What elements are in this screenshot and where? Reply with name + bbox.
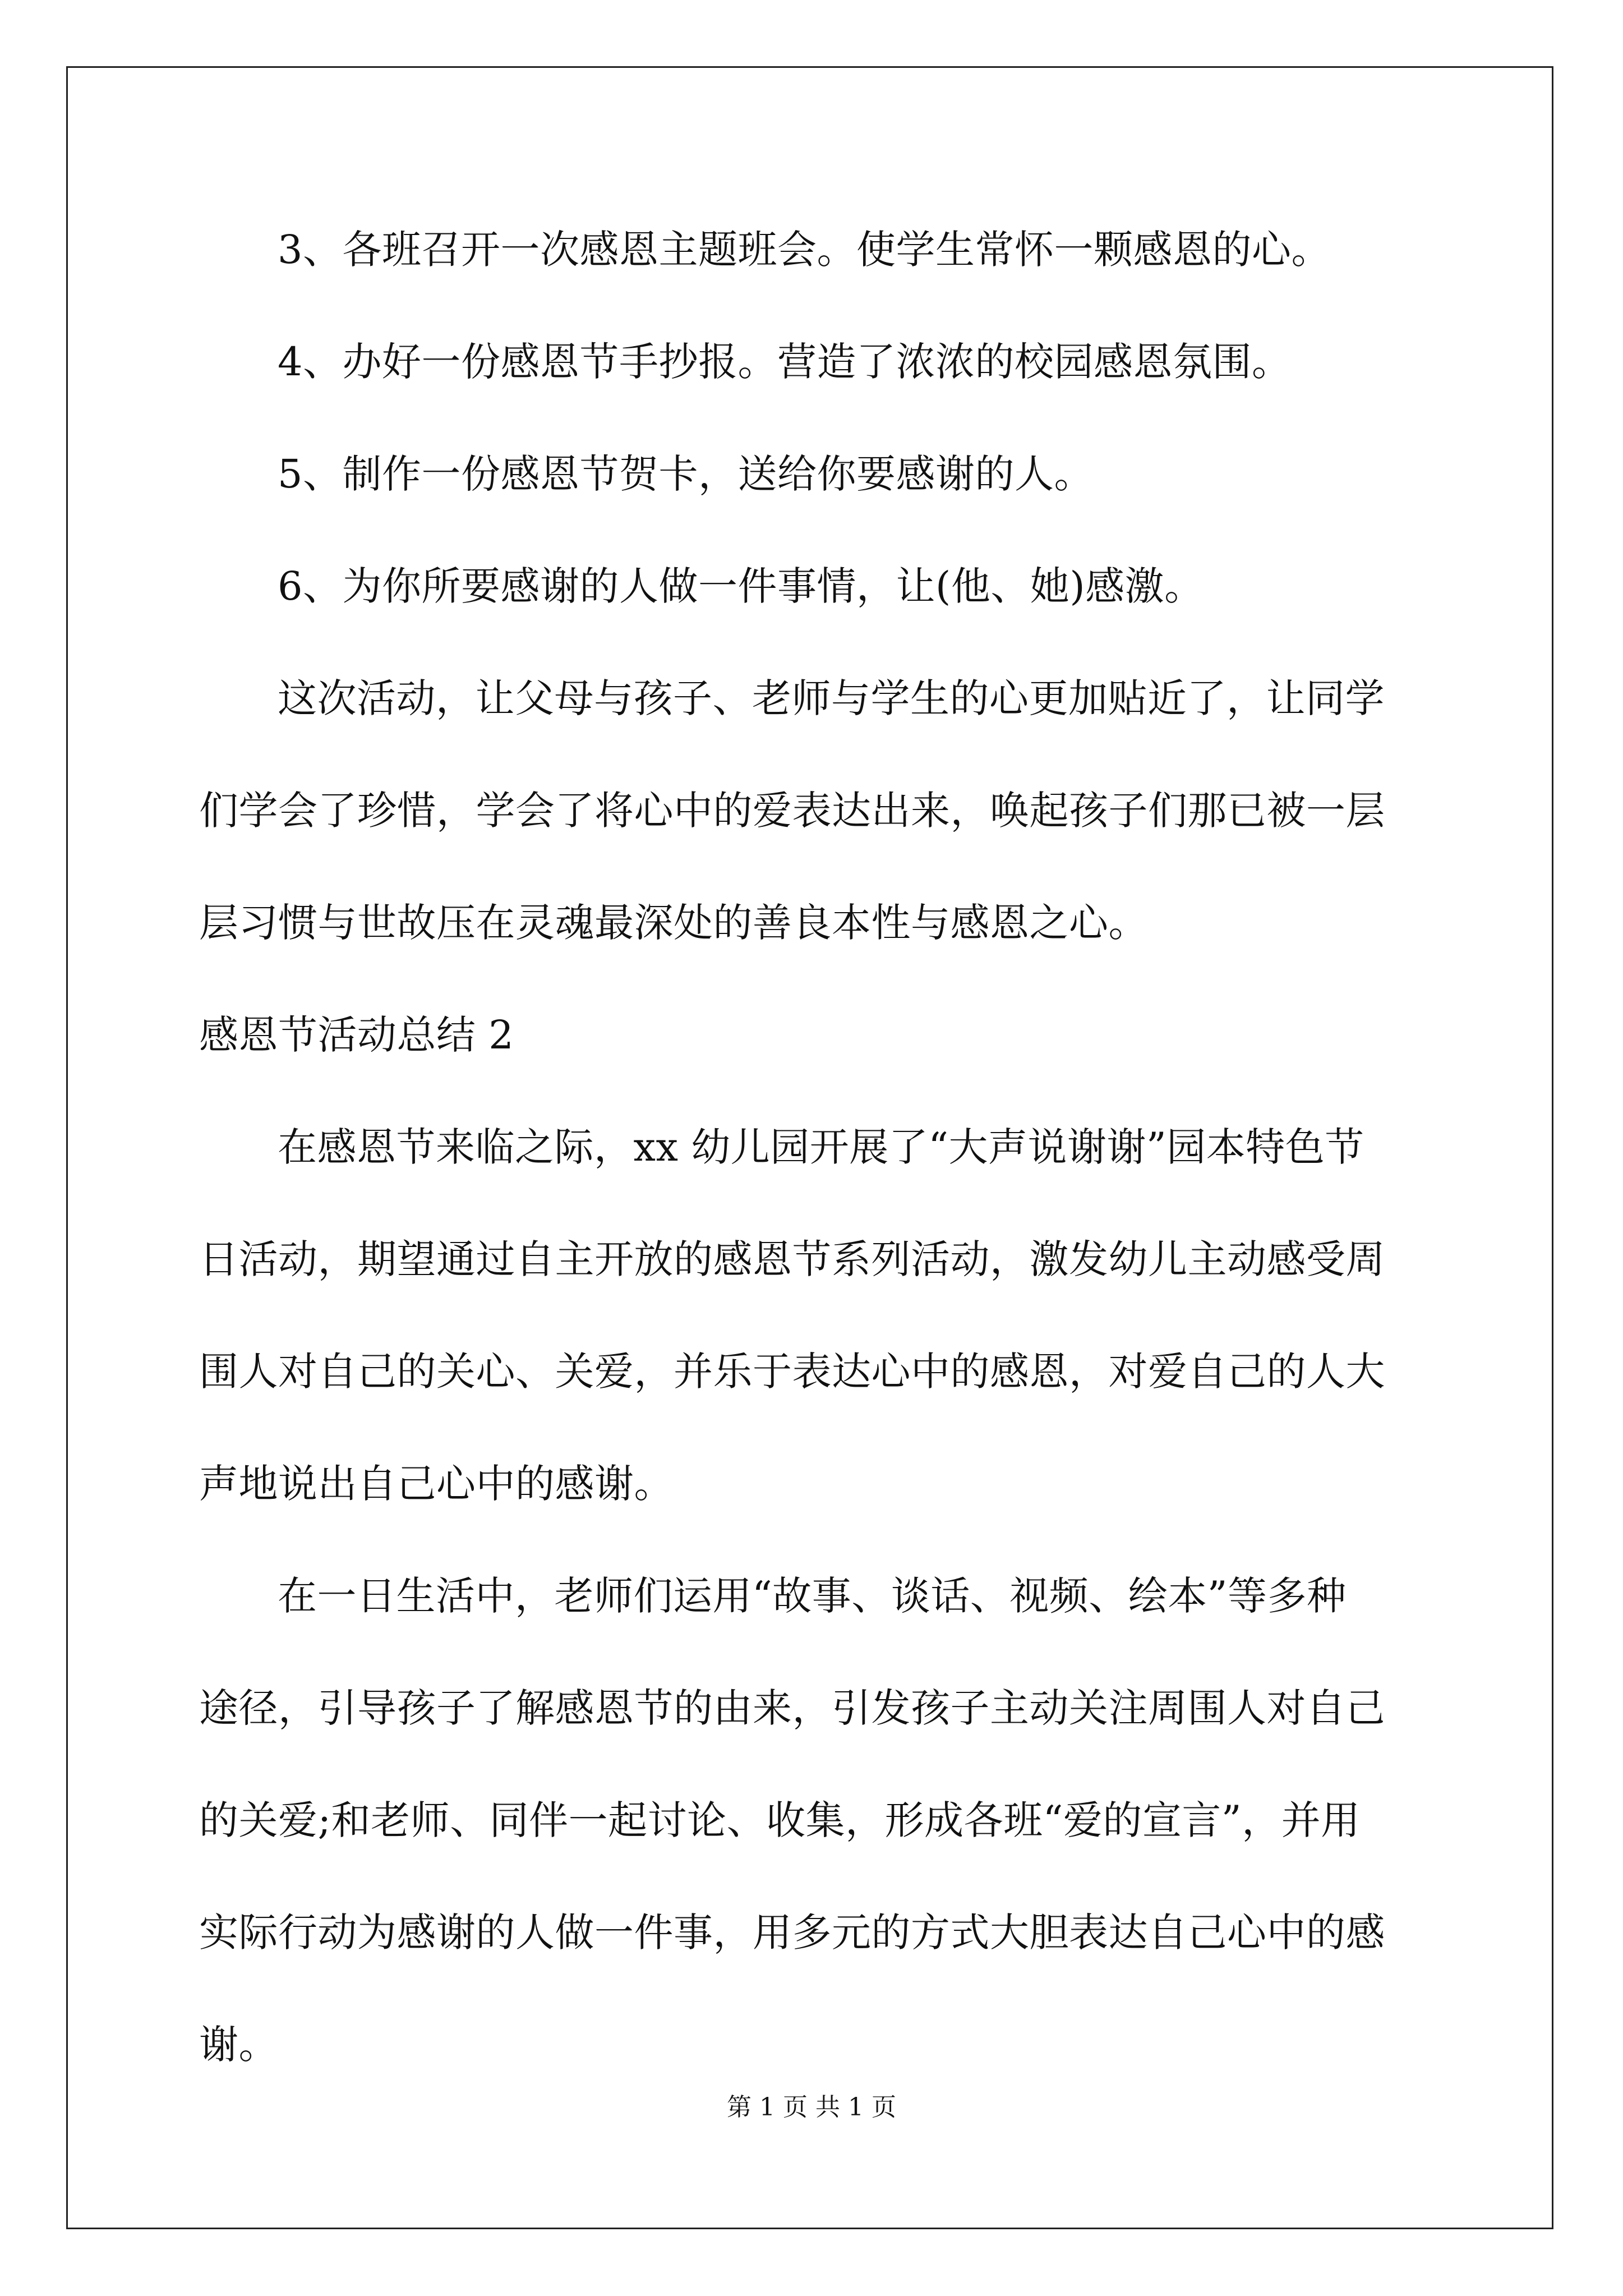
paragraph-3-line-5: 谢。 <box>199 2022 278 2068</box>
paragraph-1-line-1: 这次活动，让父母与孩子、老师与学生的心更加贴近了，让同学 <box>278 675 1385 721</box>
list-item-6: 6、为你所要感谢的人做一件事情，让(他、她)感激。 <box>278 563 1204 609</box>
list-item-5: 5、制作一份感恩节贺卡，送给你要感谢的人。 <box>278 451 1094 497</box>
page-footer: 第 1 页 共 1 页 <box>727 2093 896 2122</box>
paragraph-1-line-3: 层习惯与世故压在灵魂最深处的善良本性与感恩之心。 <box>199 900 1148 946</box>
paragraph-1-line-2: 们学会了珍惜，学会了将心中的爱表达出来，唤起孩子们那已被一层 <box>199 788 1385 834</box>
paragraph-3-line-2: 途径，引导孩子了解感恩节的由来，引发孩子主动关注周围人对自己 <box>199 1685 1385 1731</box>
paragraph-3-line-4: 实际行动为感谢的人做一件事，用多元的方式大胆表达自己心中的感 <box>199 1910 1385 1955</box>
paragraph-3-line-1: 在一日生活中，老师们运用“故事、谈话、视频、绘本”等多种 <box>278 1573 1347 1619</box>
paragraph-3-line-3: 的关爱;和老师、同伴一起讨论、收集，形成各班“爱的宣言”，并用 <box>199 1797 1361 1843</box>
list-item-4: 4、办好一份感恩节手抄报。营造了浓浓的校园感恩氛围。 <box>278 339 1292 385</box>
section-heading: 感恩节活动总结 2 <box>199 1012 514 1058</box>
paragraph-2-line-4: 声地说出自己心中的感谢。 <box>199 1461 674 1507</box>
list-item-3: 3、各班召开一次感恩主题班会。使学生常怀一颗感恩的心。 <box>278 227 1331 273</box>
paragraph-2-line-1: 在感恩节来临之际，xx 幼儿园开展了“大声说谢谢”园本特色节 <box>278 1124 1364 1170</box>
paragraph-2-line-3: 围人对自己的关心、关爱，并乐于表达心中的感恩，对爱自己的人大 <box>199 1349 1385 1395</box>
paragraph-2-line-2: 日活动，期望通过自主开放的感恩节系列活动，激发幼儿主动感受周 <box>199 1236 1385 1282</box>
